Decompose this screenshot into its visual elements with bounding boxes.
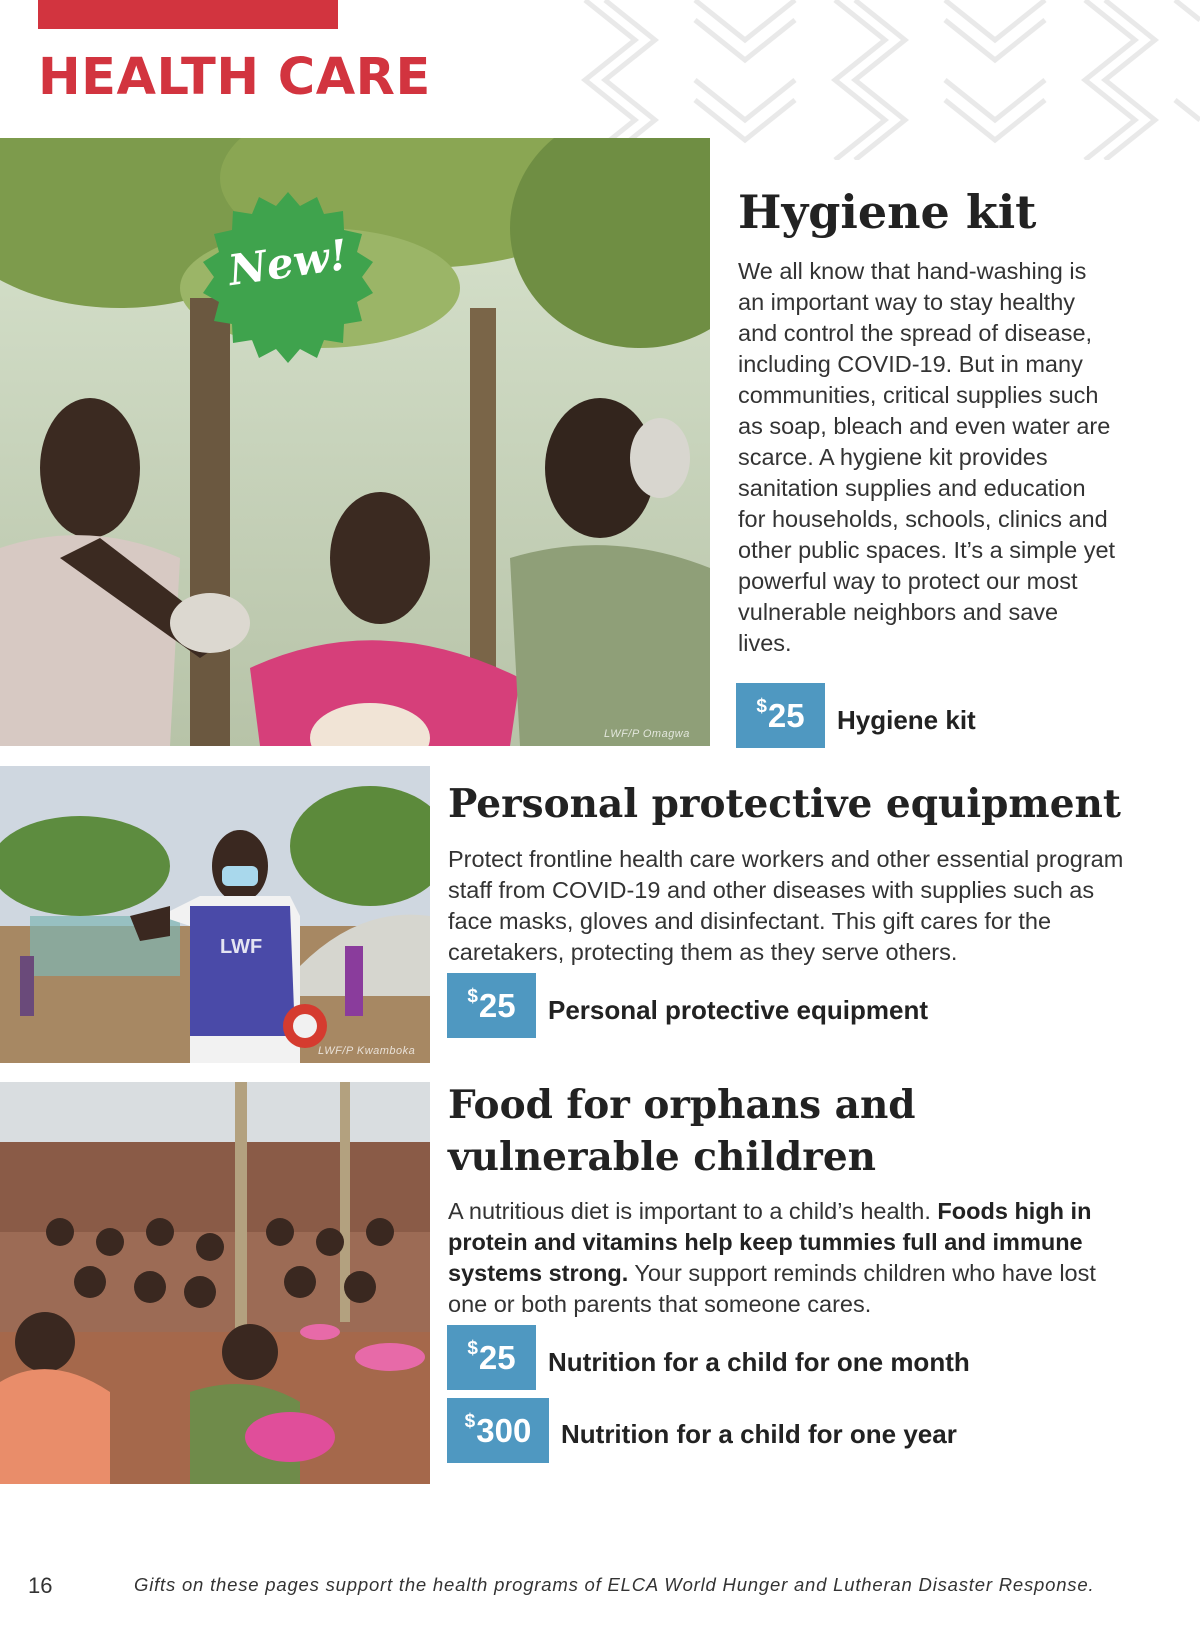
food-description-end: Your support reminds children who have lost one or both parents that someone cares. [448,1260,1096,1317]
hygiene-kit-title: Hygiene kit [738,185,1037,239]
ppe-price-label: Personal protective equipment [548,995,928,1025]
food-month-price [447,1325,536,1390]
ppe-price [447,973,536,1038]
food-month-price-label: Nutrition for a child for one month [548,1347,970,1377]
photo-credit: LWF/P Kwamboka [318,1045,416,1057]
food-title-line1: Food for orphans and [448,1082,916,1128]
badge-label: New! [225,229,351,296]
section-title: HEALTH CARE [38,48,431,107]
photo-credit: LWF/P Omagwa [604,728,690,740]
currency-symbol: $ [467,985,478,1007]
food-description-bold: Foods high in protein and vitamins help keep tummies full and immune systems strong. [448,1198,1092,1286]
currency-symbol: $ [464,1410,476,1432]
price-amount: 25 [767,696,805,734]
hygiene-kit-description: We all know that hand-washing is an important way to stay healthy and control the spread of disease, including COVID-19. But in many communities, critical supplies such as soap, bleach and even water are scarce. A hygiene kit provides sanitation supplies and education for households, schools, clinics and other public spaces. It’s a simple yet powerful way to protect our most vulnerable neighbors and save lives. [738,258,1116,656]
price-amount: 25 [478,986,516,1024]
price-amount: 300 [476,1411,532,1449]
new-badge [193,190,383,380]
price-amount: 25 [478,1338,516,1376]
ppe-description: Protect frontline health care workers and other essential program staff from COVID-19 and other diseases with supplies such as face masks, gloves and disinfectant. This gift cares for the caretakers, protecting them as they serve others. [448,846,1124,965]
food-description-start: A nutritious diet is important to a child’s health. [448,1198,931,1224]
food-year-price [447,1398,549,1463]
currency-symbol: $ [756,695,767,717]
currency-symbol: $ [467,1337,478,1359]
header-accent-bar [38,0,338,29]
ppe-title: Personal protective equipment [448,781,1121,827]
food-description [448,1196,1138,1320]
food-title [448,1079,916,1183]
ppe-photo [0,766,430,1063]
hygiene-kit-price-label: Hygiene kit [837,705,976,735]
hygiene-kit-price [736,683,825,748]
vest-lettering: LWF [220,936,263,958]
page-number: 16 [28,1573,53,1598]
food-title-line2: vulnerable children [448,1134,877,1180]
header-pattern [565,0,1200,160]
footer-note: Gifts on these pages support the health programs of ELCA World Hunger and Lutheran Disaster Response. [134,1574,1095,1595]
food-photo [0,1082,430,1484]
food-year-price-label: Nutrition for a child for one year [561,1419,957,1449]
